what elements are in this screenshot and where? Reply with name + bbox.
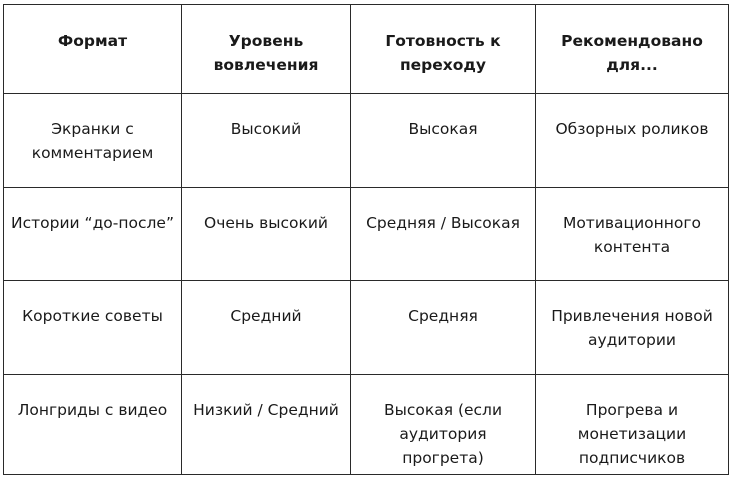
cell-engagement: Средний [182,281,351,375]
table-row [4,94,729,188]
table-header-row [4,5,729,94]
format-comparison-table [3,4,729,475]
table-row [4,187,729,281]
cell-recommended: Обзорных роликов [536,94,729,188]
cell-format: Истории “до-после” [4,187,182,281]
cell-engagement: Очень высокий [182,187,351,281]
header-readiness: Готовность к переходу [351,5,536,94]
cell-engagement: Низкий / Средний [182,375,351,475]
cell-format: Короткие советы [4,281,182,375]
cell-readiness: Средняя / Высокая [351,187,536,281]
cell-engagement: Высокий [182,94,351,188]
cell-recommended: Привлечения новой аудитории [536,281,729,375]
cell-format: Лонгриды с видео [4,375,182,475]
comparison-table-container [3,4,728,475]
table-row [4,375,729,475]
header-engagement: Уровень вовлечения [182,5,351,94]
cell-recommended: Прогрева и монетизации подписчиков [536,375,729,475]
cell-format: Экранки с комментарием [4,94,182,188]
header-recommended: Рекомендовано для... [536,5,729,94]
cell-recommended: Мотивационного контента [536,187,729,281]
cell-readiness: Высокая (если аудитория прогрета) [351,375,536,475]
cell-readiness: Средняя [351,281,536,375]
table-row [4,281,729,375]
header-format: Формат [4,5,182,94]
cell-readiness: Высокая [351,94,536,188]
